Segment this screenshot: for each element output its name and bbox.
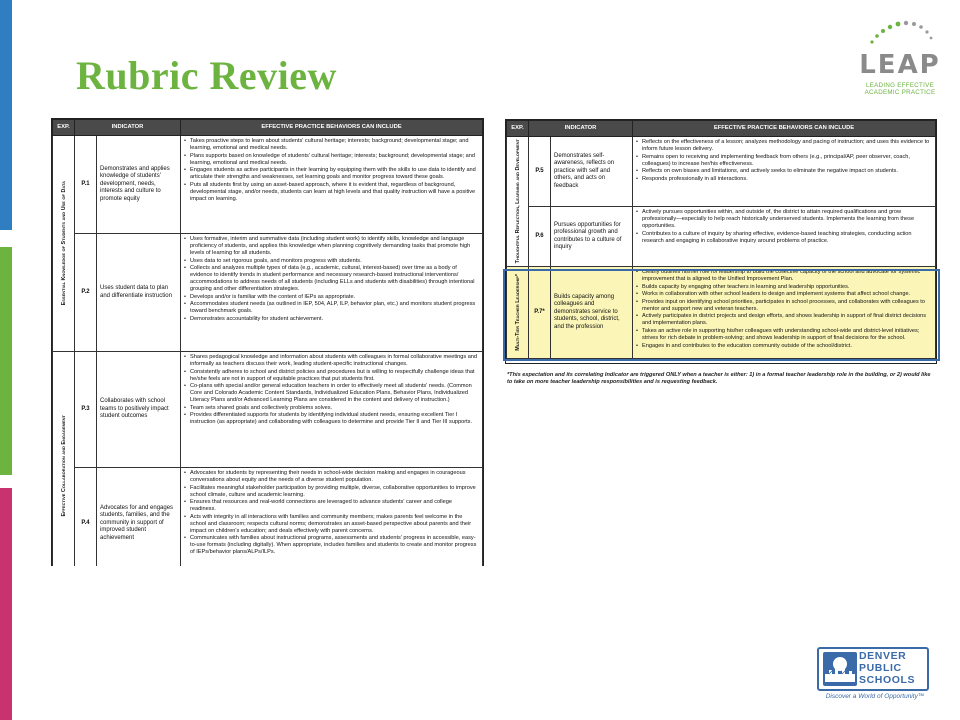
indicator-text: Collaborates with school teams to positively impact student outcomes (97, 352, 181, 468)
dps-logo (815, 647, 935, 707)
domain-cell (53, 352, 75, 567)
behavior-item: • Provides differentiated supports for students by identifying individual student needs, ensuring excellent Tier I instruction (as appropriate) and collaborating with colleagues to determine and provide Tier II and Tier III supports. (184, 412, 479, 426)
left-stripe-blue (0, 0, 12, 230)
domain-label: Effective Collaboration and Engagement (60, 414, 67, 517)
indicator-text: Uses student data to plan and differentiate instruction (97, 234, 181, 352)
header-indicator: INDICATOR (529, 121, 633, 137)
dps-wordmark (859, 650, 929, 686)
behavior-item: • Collects and analyzes multiple types of data (e.g., academic, cultural, interest-based) over time as a body of evidence to identify trends in student performance and necessary research-based instructional interventions/ accommodations to address needs of all students (including ELLs and students with disabilities) through intentional grouping and other differentiation strategies. (184, 265, 479, 293)
behavior-item: • Team sets shared goals and collectively problems solves. (184, 405, 479, 412)
domain-label: Multi-Tier Teacher Leadership* (514, 274, 521, 351)
indicator-text: Demonstrates and applies knowledge of students' development, needs, interests and culture to promote equity (97, 136, 181, 234)
behavior-item: • Accommodates student needs (as outlined in IEP, 504, ALP, ILP, behavior plan, etc.) and monitors student progress toward benchmark goals. (184, 301, 479, 315)
indicator-code: P.3 (75, 352, 97, 468)
behavior-item: • Actively pursues opportunities within, and outside of, the district to attain required qualifications and grow professionally—especially to help reach historically underserved students. Implements the learning from these opportunities. (636, 209, 932, 230)
domain-cell (53, 136, 75, 352)
domain-cell (507, 137, 529, 267)
rubric-page-left (51, 118, 484, 566)
behaviors-cell (181, 234, 483, 352)
table-row (53, 468, 483, 567)
behavior-item: • Builds capacity by engaging other teachers in learning and leadership opportunities. (636, 284, 932, 291)
behavior-item: • Works in collaboration with other school leaders to design and implement systems that affect school change. (636, 291, 932, 298)
footnote: *This expectation and its correlating Indicator are triggered ONLY when a teacher is either: 1) in a formal teacher leadership role in the building, or 2) would like to take on more teacher leadership responsibilities and is requesting feedback. (507, 372, 931, 385)
behavior-item: • Clearly outlines his/her role for leadership to build the collective capacity of the school and advocate for systemic improvement that is aligned to the Unified Improvement Plan. (636, 269, 932, 283)
header-indicator: INDICATOR (75, 120, 181, 136)
behavior-item: • Puts all students first by using an asset-based approach, where it is evident that, regardless of background, developmental stage, and/or needs, students can learn at high levels and that quality instruction will have a positive impact on learning. (184, 182, 479, 203)
behavior-item: • Takes proactive steps to learn about students' cultural heritage; interests; background; developmental stage; and learning, emotional and medical needs. (184, 138, 479, 152)
rubric-page-right (505, 119, 937, 364)
behavior-item: • Uses data to set rigorous goals, and monitors progress with students. (184, 258, 479, 265)
behavior-item: • Facilitates meaningful stakeholder participation by providing multiple, diverse, collaborative opportunities to improve school climate, culture and academic learning. (184, 485, 479, 499)
behavior-item: • Consistently adheres to school and district policies and procedures but is willing to respectfully challenge ideas that he/she feels are not in support of equitable practices that put students first. (184, 369, 479, 383)
behavior-item: • Reflects on the effectiveness of a lesson; analyzes methodology and pacing of instruction; and uses this evidence to inform future lesson delivery. (636, 139, 932, 153)
indicator-text: Pursues opportunities for professional growth and contributes to a culture of inquiry (551, 207, 633, 267)
indicator-code: P.1 (75, 136, 97, 234)
behavior-item: • Provides input on identifying school priorities, participates in school processes, and collaborates with colleagues to mentor and support new and veteran teachers. (636, 299, 932, 313)
behavior-item: • Demonstrates accountability for student achievement. (184, 316, 479, 323)
domain-label: Thoughtful Reflection, Learning and Development (514, 139, 521, 264)
behavior-item: • Communicates with families about instructional programs, assessments and students' progress in accessible, easy-to-use formats (including digitally). When appropriate, includes families and students to create and monitor progress of IEPs/behavior plans/ALPs/ILPs. (184, 535, 479, 556)
behavior-item: • Shares pedagogical knowledge and information about students with colleagues in formal collaborative meetings and informally as teachers discuss their work, leading student-specific instructional changes. (184, 354, 479, 368)
table-row (507, 207, 936, 267)
indicator-text: Demonstrates self-awareness, reflects on practice with self and others, and acts on feedback (551, 137, 633, 207)
domain-cell (507, 267, 529, 359)
indicator-code: P.4 (75, 468, 97, 567)
indicator-text: Builds capacity among colleagues and demonstrates service to students, school, district, and the profession (551, 267, 633, 359)
dps-line-3: SCHOOLS (859, 674, 916, 686)
indicator-code: P.5 (529, 137, 551, 207)
behaviors-cell (633, 207, 936, 267)
rubric-table-right (506, 120, 936, 359)
leap-logo (858, 14, 942, 94)
slide-title: Rubric Review (76, 53, 337, 98)
table-row (53, 234, 483, 352)
table-row (507, 137, 936, 207)
behavior-item: • Engages students as active participants in their learning by equipping them with the skills to use data to identify and articulate their strengths and weaknesses, set learning goals and monitor progress toward these goals. (184, 167, 479, 181)
header-behaviors: EFFECTIVE PRACTICE BEHAVIORS CAN INCLUDE (181, 120, 483, 136)
leap-wordmark: LEAP (859, 50, 941, 80)
behavior-item: • Reflects on own biases and limitations, and actively seeks to eliminate the negative impact on students. (636, 168, 932, 175)
behaviors-cell (633, 267, 936, 359)
dps-line-1: DENVER (859, 650, 907, 662)
behavior-item: • Ensures that resources and real-world connections are leveraged to advance students' career and college readiness. (184, 499, 479, 513)
behavior-item: • Acts with integrity in all interactions with families and community members; makes parents feel welcome in the school and classroom; respects cultural norms; demonstrates an asset-based perspective about parents and their impact on children's education; and deals effectively with parent concerns. (184, 514, 479, 535)
indicator-code: P.6 (529, 207, 551, 267)
behaviors-cell (181, 136, 483, 234)
left-stripe-green (0, 247, 12, 475)
behaviors-cell (181, 468, 483, 567)
skyline-icon (823, 652, 857, 686)
behavior-item: • Advocates for students by representing their needs in school-wide decision making and engages in courageous conversations about equity and the needs of a diverse student population. (184, 470, 479, 484)
behavior-item: • Engages in and contributes to the education community outside of the school/district. (636, 343, 932, 350)
dps-line-2: PUBLIC (859, 662, 902, 674)
leap-subtitle: LEADING EFFECTIVE ACADEMIC PRACTICE (864, 82, 936, 96)
behaviors-cell (181, 352, 483, 468)
header-exp: EXP. (507, 121, 529, 137)
behavior-item: • Develops and/or is familiar with the content of IEPs as appropriate. (184, 294, 479, 301)
rubric-table-left (52, 119, 483, 566)
header-exp: EXP. (53, 120, 75, 136)
left-stripe-pink (0, 488, 12, 720)
table-row (53, 352, 483, 468)
table-row-highlighted (507, 267, 936, 359)
domain-label: Essential Knowledge of Students and Use of Data (60, 181, 67, 306)
behavior-item: • Responds professionally in all interactions. (636, 176, 932, 183)
header-behaviors: EFFECTIVE PRACTICE BEHAVIORS CAN INCLUDE (633, 121, 936, 137)
behavior-item: • Contributes to a culture of inquiry by sharing effective, evidence-based teaching strategies, conducting action research and engaging in collaborative inquiry around problems of practice. (636, 231, 932, 245)
leap-arc-icon (864, 16, 936, 46)
dps-tagline: Discover a World of Opportunity™ (825, 693, 925, 700)
behavior-item: • Plans supports based on knowledge of students' cultural heritage; interests; background; developmental stage; and learning, emotional and medical needs. (184, 153, 479, 167)
behavior-item: • Remains open to receiving and implementing feedback from others (e.g., principal/AP, peer observer, coach, colleagues) to increase her/his effectiveness. (636, 154, 932, 168)
indicator-code: P.7* (529, 267, 551, 359)
behavior-item: • Uses formative, interim and summative data (including student work) to identify skills, knowledge and language proficiency of students, and applies this knowledge when planning cognitively demanding tasks that promote high levels of learning for all students. (184, 236, 479, 257)
behavior-item: • Actively participates in district projects and design efforts, and shows leadership in support of final district decisions and implementation plans. (636, 313, 932, 327)
table-row (53, 136, 483, 234)
indicator-code: P.2 (75, 234, 97, 352)
behavior-item: • Co-plans with special and/or general education teachers in order to effectively meet all students' needs. (Common Core and Colorado Academic Content Standards, Individualized Education Plans, Behavior Plans, Individualized Literacy Plans and/or Advanced Learning Plans are considered in the content and delivery of instruction.) (184, 383, 479, 404)
indicator-text: Advocates for and engages students, families, and the community in support of improved student achievement (97, 468, 181, 567)
behaviors-cell (633, 137, 936, 207)
behavior-item: • Takes an active role in supporting his/her colleagues with understanding school-wide and district-level initiatives; strives for rich debate in problem-solving; and shows leadership in support of final decisions for the school. (636, 328, 932, 342)
